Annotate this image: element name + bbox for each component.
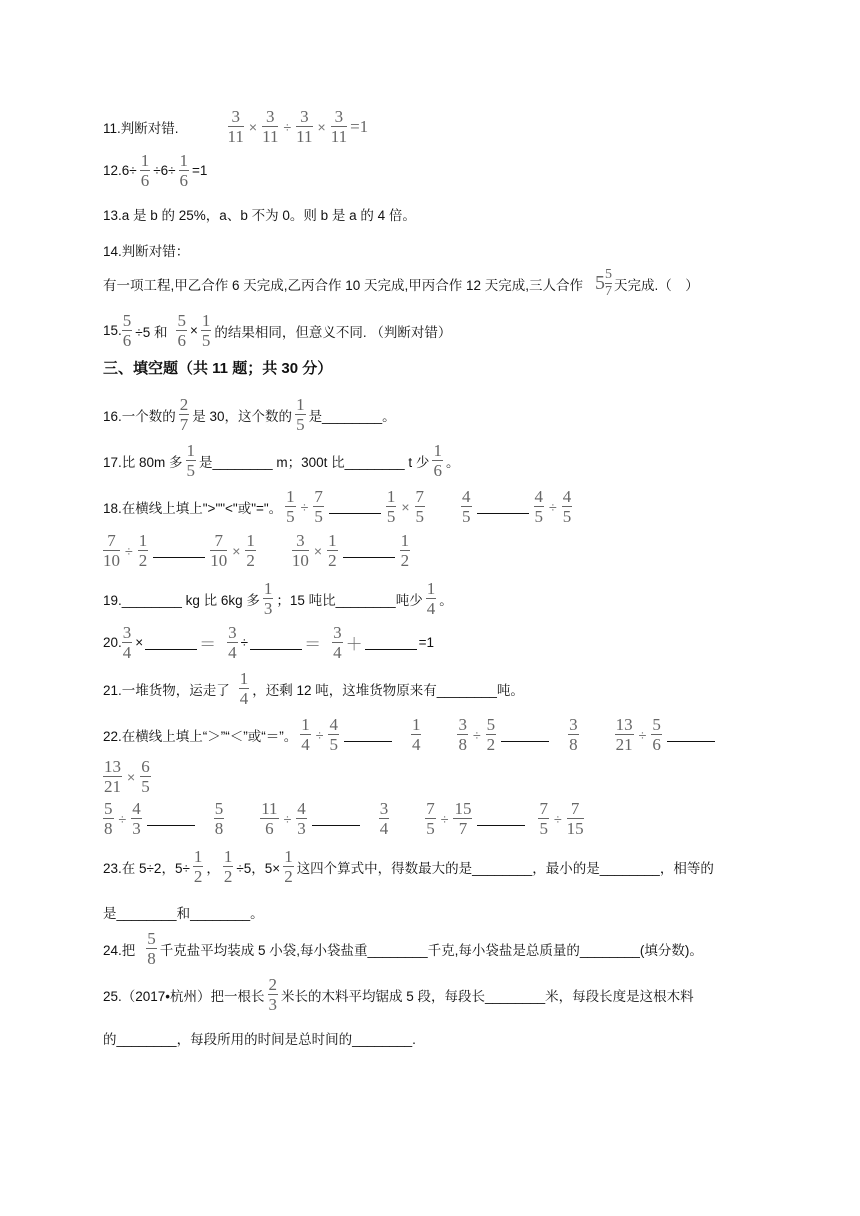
answer-blank[interactable]: [147, 811, 195, 826]
fraction: $\frac{3}{11}$: [330, 107, 348, 146]
fraction: $\frac{1}{5}$: [201, 311, 211, 350]
fraction: $\frac{5}{6}$: [177, 311, 186, 350]
answer-blank[interactable]: [250, 635, 302, 650]
question-19: 19.________ kg 比 6kg 多 $\frac{1}{3}$ ；15 吨比________吨少 $\frac{1}{4}$ 。: [103, 579, 453, 618]
fraction: $\frac{1}{6}$: [140, 151, 150, 190]
question-21: 21.一堆货物，运走了 $\frac{1}{4}$ ，还剩 12 吨，这堆货物原来有________吨。: [103, 669, 524, 708]
q11-label: 11.判断对错.: [103, 120, 179, 136]
answer-blank[interactable]: [365, 635, 417, 650]
question-14-label: 14.判断对错：: [103, 244, 190, 259]
fraction: $\frac{3}{11}$: [227, 107, 244, 146]
fraction: $\frac{5}{6}$: [122, 311, 132, 350]
answer-blank[interactable]: [145, 635, 197, 650]
question-22-line2: $\frac{13}{21}$ × $\frac{6}{5}$: [104, 757, 150, 796]
question-18: 18.在横线上填上">""<"或"="。 $\frac{1}{5}$ ÷ $\frac{7}{5}$ $\frac{1}{5}$ × $\frac{7}{5}$ $\frac{4}{5}$ $\frac{4}{5}$ ÷ $\frac{4}{5}$: [103, 487, 572, 526]
fraction: $\frac{3}{11}$: [262, 107, 279, 146]
fraction: $\frac{1}{5}$: [296, 395, 305, 434]
mixed-number: 5 $\frac{5}{7}$: [595, 267, 613, 299]
answer-blank[interactable]: [344, 727, 392, 742]
question-23-line2: 是________和________。: [103, 906, 264, 921]
question-12: 12.6÷ $\frac{1}{6}$ ÷6÷ $\frac{1}{6}$ =1: [103, 151, 208, 190]
question-15: 15. $\frac{5}{6}$ ÷5 和 $\frac{5}{6}$ × $\frac{1}{5}$ 的结果相同，但意义不同. （判断对错）: [103, 311, 452, 350]
question-22: 22.在横线上填上“＞”“＜”或“＝”。 $\frac{1}{4}$ ÷ $\frac{4}{5}$ $\frac{1}{4}$ $\frac{3}{8}$ ÷ $\frac{5}{2}$ $\frac{3}{8}$ $\frac{13}{21}$ ÷ $\frac{5}{6}$: [103, 716, 717, 753]
section-heading: 三、填空题（共 11 题；共 30 分）: [103, 360, 333, 377]
answer-blank[interactable]: [343, 543, 395, 558]
answer-blank[interactable]: [477, 811, 525, 826]
answer-blank[interactable]: [329, 499, 381, 514]
fraction: $\frac{1}{6}$: [179, 151, 189, 190]
question-25-line2: 的________，每段所用的时间是总时间的________.: [103, 1032, 416, 1047]
answer-blank[interactable]: [667, 727, 715, 742]
fraction: $\frac{3}{11}$: [296, 107, 313, 146]
answer-blank[interactable]: [312, 811, 360, 826]
question-17: 17.比 80m 多 $\frac{1}{5}$ 是________ m；300t 比________ t 少 $\frac{1}{6}$ 。: [103, 441, 460, 480]
question-11: 11.判断对错. $\frac{3}{11}$ × $\frac{3}{11}$ ÷ $\frac{3}{11}$ × $\frac{3}{11}$ =1: [103, 107, 369, 146]
question-24: 24.把 $\frac{5}{8}$ 千克盐平均装成 5 小袋,每小袋盐重________千克,每小袋盐是总质量的________(填分数)。: [103, 929, 703, 968]
question-22-line3: $\frac{5}{8}$ ÷ $\frac{4}{3}$ $\frac{5}{8}$ $\frac{11}{6}$ ÷ $\frac{4}{3}$ $\frac{3}{4}$ $\frac{7}{5}$ ÷ $\frac{15}{7}$ $\frac{7}{5}$ ÷ $\frac{7}{15}$: [104, 799, 584, 838]
fraction: $\frac{1}{5}$: [186, 441, 196, 480]
fraction: $\frac{1}{6}$: [433, 441, 442, 480]
fraction: $\frac{2}{7}$: [179, 395, 189, 434]
question-23: 23.在 5÷2，5÷ $\frac{1}{2}$ ， $\frac{1}{2}$ ÷5，5× $\frac{1}{2}$ 这四个算式中，得数最大的是________，最小的是________，相等的: [103, 847, 714, 886]
question-14: 有一项工程,甲乙合作 6 天完成,乙丙合作 10 天完成,甲丙合作 12 天完成,三人合作 5 $\frac{5}{7}$ 天完成.（ ）: [103, 267, 699, 299]
question-18-line2: $\frac{7}{10}$ ÷ $\frac{1}{2}$ $\frac{7}{10}$ × $\frac{1}{2}$ $\frac{3}{10}$ × $\frac{1}{2}$ $\frac{1}{2}$: [103, 531, 410, 570]
question-20: 20. $\frac{3}{4}$ × ＝ $\frac{3}{4}$ ÷ ＝ $\frac{3}{4}$ ＋ =1: [103, 623, 434, 662]
question-13: 13.a 是 b 的 25%，a、b 不为 0。则 b 是 a 的 4 倍。: [103, 208, 416, 223]
answer-blank[interactable]: [477, 499, 529, 514]
answer-blank[interactable]: [153, 543, 205, 558]
question-25: 25.（2017•杭州）把一根长 $\frac{2}{3}$ 米长的木料平均锯成 5 段，每段长________米，每段长度是这根木料: [103, 975, 694, 1014]
question-16: 16.一个数的 $\frac{2}{7}$ 是 30，这个数的 $\frac{1}{5}$ 是________。: [103, 395, 396, 434]
answer-blank[interactable]: [501, 727, 549, 742]
